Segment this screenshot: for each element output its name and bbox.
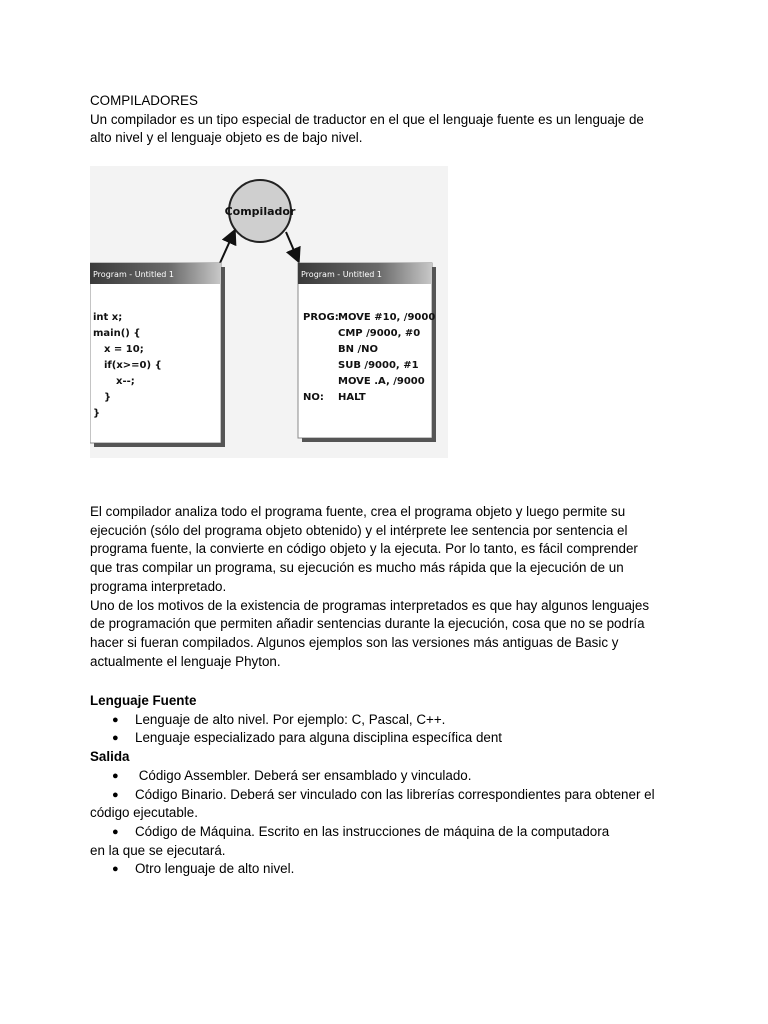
- list-item: ● Lenguaje especializado para alguna disciplina específica dent: [90, 729, 690, 748]
- paragraph-2-line: actualmente el lenguaje Phyton.: [90, 653, 281, 669]
- paragraph-1-line: que tras compilar un programa, su ejecución es mucho más rápida que la ejecución de un: [90, 560, 624, 576]
- source-program-window: [90, 263, 225, 447]
- paragraph-1-line: El compilador analiza todo el programa fuente, crea el programa objeto y luego permite su: [90, 504, 626, 519]
- language-lists: [90, 692, 690, 879]
- bullet-icon: ●: [112, 769, 119, 782]
- body-paragraphs: [90, 503, 690, 671]
- bullet-icon: ●: [112, 732, 119, 745]
- source-code-line: x--;: [116, 376, 135, 387]
- asm-code-line: BN /NO: [338, 344, 378, 355]
- list-item: ● Otro lenguaje de alto nivel.: [90, 860, 690, 879]
- intro-section: [90, 92, 690, 148]
- list-salida: [90, 767, 690, 879]
- intro-line-1: Un compilador es un tipo especial de traductor en el que el lenguaje fuente es un lenguaje de: [90, 111, 644, 127]
- paragraph-1-line: ejecución (sólo del programa objeto obtenido) y el intérprete lee sentencia por sentencia el: [90, 522, 628, 538]
- source-code-line: x = 10;: [104, 344, 144, 355]
- paragraph-2-line: Uno de los motivos de la existencia de programas interpretados es que hay algunos lenguajes: [90, 597, 650, 613]
- asm-code-line: MOVE .A, /9000: [338, 376, 425, 387]
- asm-code-line: CMP /9000, #0: [338, 328, 421, 339]
- asm-code-line: SUB /9000, #1: [338, 360, 419, 371]
- source-code-line: }: [93, 408, 101, 419]
- bullet-icon: ●: [112, 713, 119, 726]
- compiler-diagram-svg: [90, 166, 450, 460]
- list-lenguaje-fuente: [90, 711, 690, 748]
- bullet-icon: ●: [112, 825, 119, 838]
- paragraph-2-line: de programación que permiten añadir sentencias durante la ejecución, cosa que no se podría: [90, 616, 645, 632]
- source-code-line: if(x>=0) {: [104, 360, 162, 371]
- list-item-continuation: código ejecutable.: [90, 805, 198, 821]
- list-item-continuation: en la que se ejecutará.: [90, 842, 226, 858]
- bullet-icon: ●: [112, 863, 119, 876]
- list-item: ● Lenguaje de alto nivel. Por ejemplo: C, Pascal, C++.: [90, 711, 690, 730]
- asm-code-line: HALT: [338, 392, 366, 403]
- list-item: ● Código Assembler. Deberá ser ensamblado y vinculado.: [90, 767, 690, 786]
- asm-label: PROG:: [303, 312, 339, 323]
- asm-code-line: MOVE #10, /9000: [338, 312, 436, 323]
- source-window-title: Program - Untitled 1: [93, 270, 175, 279]
- list-item: ● Código Binario. Deberá ser vinculado con las librerías correspondientes para obtener el: [90, 786, 690, 805]
- source-code-line: int x;: [93, 312, 123, 323]
- paragraph-1-line: programa fuente, la convierte en código objeto y la ejecuta. Por lo tanto, es fácil comprender: [90, 541, 638, 557]
- asm-label: NO:: [303, 392, 324, 403]
- intro-line-2: alto nivel y el lenguaje objeto es de bajo nivel.: [90, 130, 363, 146]
- bullet-icon: ●: [112, 788, 119, 801]
- list-item: ● Código de Máquina. Escrito en las instrucciones de máquina de la computadora: [90, 823, 690, 842]
- paragraph-1-line: programa interpretado.: [90, 578, 227, 594]
- object-window-title: Program - Untitled 1: [301, 270, 383, 279]
- paragraph-2-line: hacer si fueran compilados. Algunos ejemplos son las versiones más antiguas de Basic y: [90, 634, 619, 650]
- source-code-line: main() {: [93, 328, 141, 339]
- compiler-diagram: [90, 166, 450, 460]
- heading-salida: Salida: [90, 749, 130, 765]
- document-title: COMPILADORES: [90, 93, 198, 108]
- compiler-label: Compilador: [224, 205, 296, 218]
- source-code-line: }: [104, 392, 112, 403]
- object-program-window: [298, 263, 436, 442]
- heading-lenguaje-fuente: Lenguaje Fuente: [90, 693, 197, 708]
